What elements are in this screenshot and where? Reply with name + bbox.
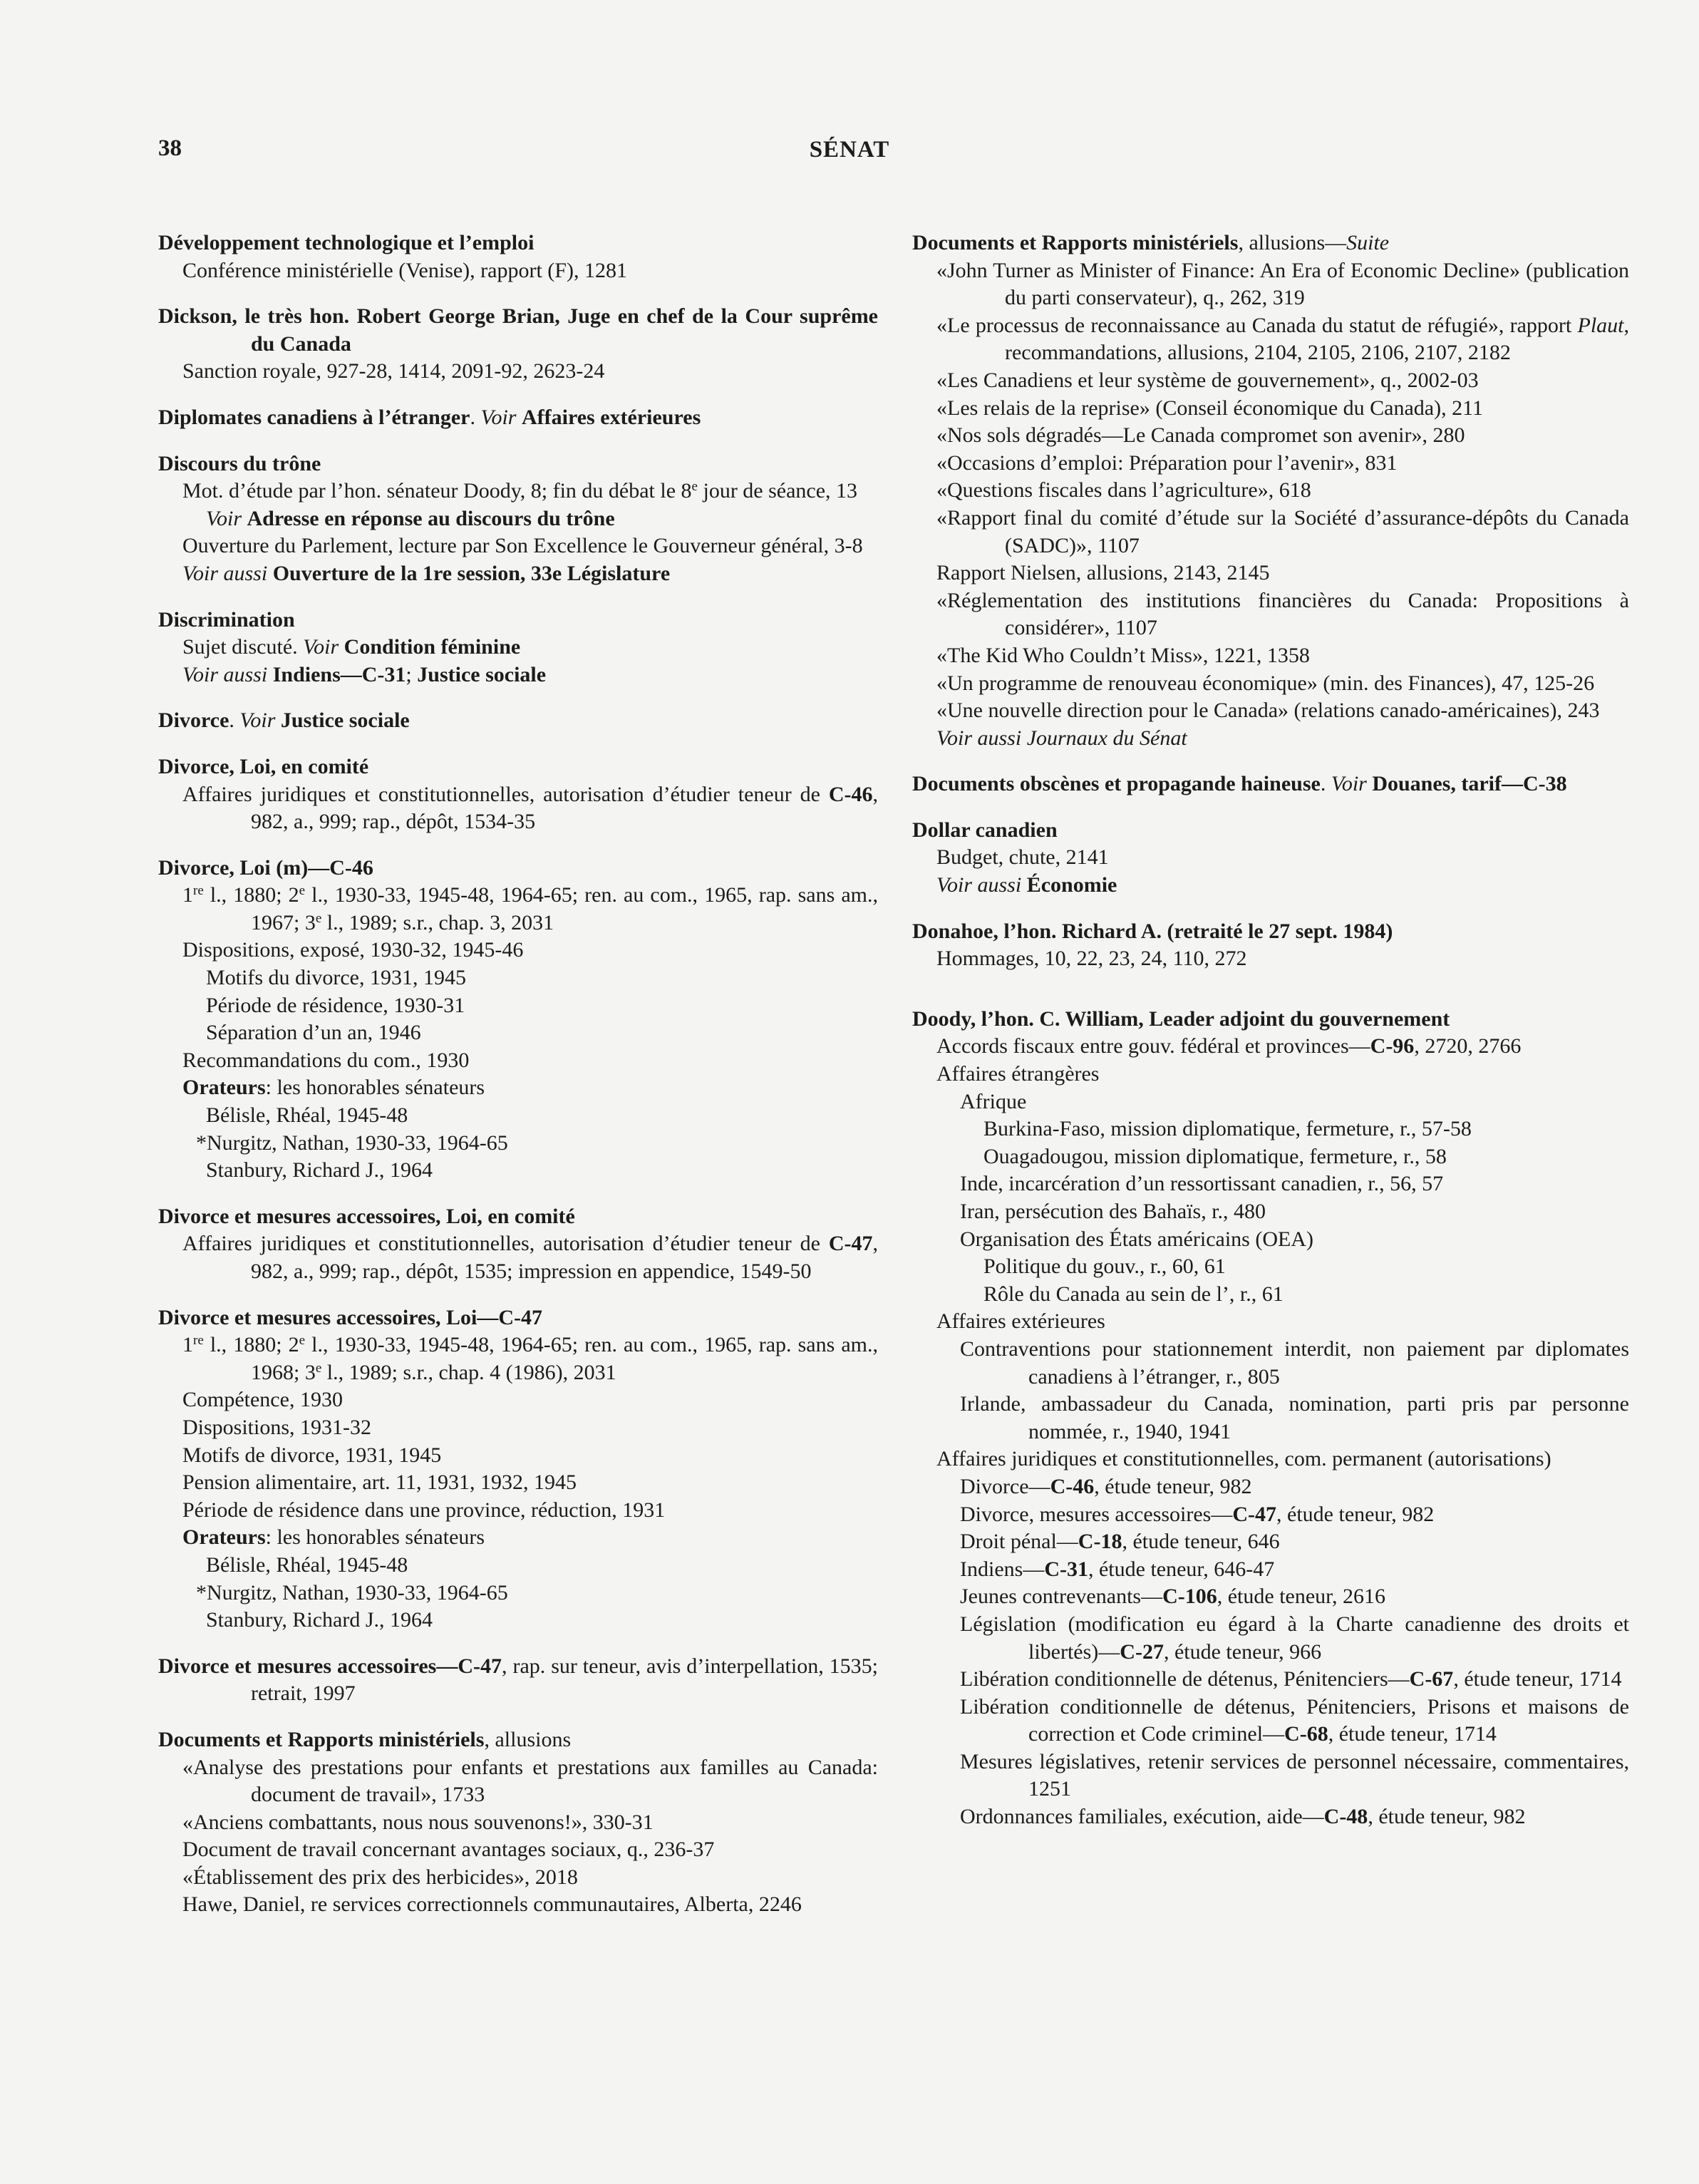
text-run: , allusions—	[1238, 231, 1347, 254]
text-run: «Une nouvelle direction pour le Canada» (relations canado-américaines), 243	[936, 699, 1600, 723]
text-run: l., 1989; s.r., chap. 4 (1986), 2031	[321, 1360, 616, 1384]
bold-term: C-48	[1323, 1805, 1368, 1829]
bold-term: Dickson, le très hon. Robert George Brian, Juge en chef de la Cour suprême du Canada	[158, 304, 878, 356]
subentry	[158, 634, 878, 661]
bold-term: Indiens—C-31	[272, 662, 406, 686]
text-run: «Anciens combattants, nous nous souvenons!», 330-31	[182, 1810, 654, 1834]
text-run: Affaires juridiques et constitutionnelles, com. permanent (autorisations)	[936, 1447, 1551, 1471]
text-run: , 2720, 2766	[1414, 1034, 1522, 1058]
subentry	[158, 358, 878, 386]
subentry	[158, 505, 878, 533]
subentry	[912, 1583, 1629, 1611]
text-run: «Nos sols dégradés—Le Canada compromet son avenir», 280	[936, 423, 1465, 448]
bold-term: Économie	[1026, 873, 1117, 897]
index-entry	[158, 753, 878, 836]
running-head: SÉNAT	[809, 137, 890, 163]
bold-term: C-18	[1078, 1530, 1122, 1554]
bold-term: Orateurs	[182, 1525, 266, 1550]
text-run	[267, 562, 273, 585]
text-run: Indiens—	[960, 1557, 1045, 1581]
subentry	[912, 1611, 1629, 1666]
subentry	[158, 1331, 878, 1386]
text-run: l., 1880; 2	[203, 1333, 299, 1357]
text-run: , étude teneur, 982	[1094, 1474, 1252, 1498]
text-run: Hawe, Daniel, re services correctionnels communautaires, Alberta, 2246	[182, 1892, 802, 1917]
text-run: Afrique	[960, 1089, 1027, 1113]
subentry	[158, 478, 878, 505]
text-run: «The Kid Who Couldn’t Miss», 1221, 1358	[936, 643, 1310, 667]
subentry	[912, 450, 1629, 478]
text-run: Divorce—	[960, 1474, 1050, 1498]
bold-term: Affaires extérieures	[521, 405, 701, 429]
text-run: «Questions fiscales dans l’agriculture», 618	[936, 478, 1311, 503]
subentry	[912, 587, 1629, 642]
text-run: , étude teneur, 1714	[1328, 1722, 1497, 1746]
subentry	[912, 1666, 1629, 1694]
text-run: Iran, persécution des Bahaïs, r., 480	[960, 1200, 1266, 1223]
text-run: ;	[406, 662, 418, 686]
subentry	[158, 1230, 878, 1285]
bold-term: Discours du trône	[158, 451, 321, 475]
bold-term: Divorce	[158, 709, 229, 733]
subentry	[912, 1226, 1629, 1254]
superscript: e	[299, 1333, 306, 1349]
text-run: , étude teneur, 966	[1163, 1639, 1322, 1664]
text-run: : les honorables sénateurs	[265, 1076, 485, 1100]
bold-term: Documents et Rapports ministériels	[158, 1727, 485, 1751]
entry-heading	[158, 1726, 878, 1754]
superscript: re	[193, 1333, 204, 1349]
subentry	[912, 642, 1629, 670]
bold-term: Discrimination	[158, 607, 295, 632]
italic-term: Voir	[206, 506, 242, 530]
subentry	[912, 312, 1629, 367]
text-run: , étude teneur, 646-47	[1088, 1557, 1275, 1581]
index-entry	[158, 1653, 878, 1708]
bold-term: Justice sociale	[280, 709, 410, 733]
italic-term: Voir aussi	[182, 662, 268, 686]
index-entry	[158, 607, 878, 689]
text-run: l., 1930-33, 1945-48, 1964-65; ren. au com., 1965, rap. sans am., 1968; 3	[251, 1333, 878, 1384]
subentry	[912, 1116, 1629, 1143]
subentry	[912, 1336, 1629, 1391]
entry-heading	[158, 404, 878, 432]
text-run: «Un programme de renouveau économique» (min. des Finances), 47, 125-26	[936, 671, 1595, 695]
entry-heading	[158, 1304, 878, 1332]
text-run: Libération conditionnelle de détenus, Pénitenciers—	[960, 1667, 1410, 1691]
text-run: , étude teneur, 646	[1122, 1530, 1280, 1554]
subentry	[158, 1469, 878, 1497]
text-run: Inde, incarcération d’un ressortissant canadien, r., 56, 57	[960, 1172, 1444, 1196]
entry-heading	[912, 1006, 1629, 1034]
text-run: Rapport Nielsen, allusions, 2143, 2145	[936, 561, 1270, 585]
text-run: 1	[182, 1333, 193, 1357]
subentry	[912, 395, 1629, 423]
text-run: , allusions	[484, 1727, 572, 1751]
subentry	[158, 781, 878, 836]
index-entry	[158, 303, 878, 386]
text-run: , étude teneur, 982	[1368, 1805, 1526, 1829]
entry-heading	[158, 855, 878, 882]
subentry	[158, 882, 878, 937]
text-run: Droit pénal—	[960, 1530, 1078, 1554]
subentry	[158, 1442, 878, 1470]
text-run: Libération conditionnelle de détenus, Pénitenciers, Prisons et maisons de correction et Code criminel—	[960, 1694, 1629, 1746]
text-run: , étude teneur, 982	[1276, 1502, 1435, 1526]
text-run: Affaires juridiques et constitutionnelles, autorisation d’étudier teneur de	[182, 782, 829, 806]
text-run: jour de séance, 13	[697, 479, 858, 503]
text-run: Accords fiscaux entre gouv. fédéral et provinces—	[936, 1034, 1370, 1058]
bold-term: Documents et Rapports ministériels	[912, 231, 1239, 254]
index-entry	[158, 404, 878, 432]
text-run: Motifs du divorce, 1931, 1945	[206, 966, 466, 990]
entry-heading	[158, 230, 878, 257]
text-run: Jeunes contrevenants—	[960, 1585, 1163, 1609]
bold-term: Douanes, tarif—C-38	[1372, 772, 1567, 796]
superscript: re	[193, 883, 204, 899]
bold-term: Dollar canadien	[912, 818, 1058, 842]
subentry	[158, 1580, 878, 1607]
text-run: .	[229, 709, 240, 733]
text-run: Ouagadougou, mission diplomatique, fermeture, r., 58	[983, 1144, 1447, 1168]
subentry	[912, 1253, 1629, 1281]
text-run: *Nurgitz, Nathan, 1930-33, 1964-65	[196, 1580, 508, 1604]
text-run: Budget, chute, 2141	[936, 845, 1109, 870]
subentry	[158, 937, 878, 964]
entry-heading	[158, 1653, 878, 1708]
subentry	[912, 1391, 1629, 1446]
text-run: Sanction royale, 927-28, 1414, 2091-92, 2623-24	[182, 359, 605, 383]
subentry	[158, 1074, 878, 1102]
index-column-right	[912, 230, 1629, 1850]
bold-term: Divorce, Loi (m)—C-46	[158, 855, 373, 880]
bold-term: C-46	[828, 782, 873, 806]
bold-term: Documents obscènes et propagande haineuse	[912, 772, 1321, 796]
subentry	[912, 725, 1629, 753]
text-run: Affaires juridiques et constitutionnelles, autorisation d’étudier teneur de	[182, 1232, 829, 1256]
bold-term: Divorce, Loi, en comité	[158, 754, 369, 778]
subentry	[158, 992, 878, 1020]
bold-term: C-67	[1409, 1667, 1454, 1691]
index-entry	[158, 230, 878, 284]
bold-term: Orateurs	[182, 1076, 266, 1100]
superscript: e	[691, 479, 698, 495]
text-run: Recommandations du com., 1930	[182, 1048, 470, 1072]
subentry	[158, 1552, 878, 1580]
subentry	[912, 367, 1629, 395]
text-run: Ouverture du Parlement, lecture par Son Excellence le Gouverneur général, 3-8	[182, 534, 863, 558]
subentry	[158, 1891, 878, 1919]
bold-term: Ouverture de la 1re session, 33e Législature	[272, 561, 671, 585]
text-run: «Établissement des prix des herbicides», 2018	[182, 1865, 578, 1889]
bold-term: C-27	[1120, 1639, 1164, 1664]
text-run	[339, 635, 344, 659]
text-run: Burkina-Faso, mission diplomatique, fermeture, r., 57-58	[983, 1117, 1472, 1141]
subentry	[158, 257, 878, 285]
text-run: Dispositions, 1931-32	[182, 1415, 372, 1439]
text-run: Rôle du Canada au sein de l’, r., 61	[983, 1282, 1284, 1306]
subentry	[912, 1473, 1629, 1501]
index-entry	[158, 1203, 878, 1286]
text-run: Motifs de divorce, 1931, 1945	[182, 1443, 442, 1467]
subentry	[158, 1864, 878, 1892]
index-column-left	[158, 230, 878, 1937]
subentry	[158, 661, 878, 689]
subentry	[912, 1198, 1629, 1226]
text-run: Sujet discuté.	[182, 635, 304, 659]
subentry	[158, 1497, 878, 1525]
index-entry	[912, 817, 1629, 900]
text-run: «Réglementation des institutions financières du Canada: Propositions à considérer», 1107	[936, 588, 1629, 640]
bold-term: Développement technologique et l’emploi	[158, 231, 535, 254]
entry-heading	[158, 753, 878, 781]
italic-term: Voir aussi Journaux du Sénat	[936, 726, 1187, 750]
entry-heading	[158, 707, 878, 735]
bold-term: C-96	[1370, 1034, 1415, 1058]
subentry	[912, 1143, 1629, 1171]
subentry	[912, 1281, 1629, 1309]
italic-term: Voir	[1331, 772, 1367, 796]
entry-heading	[912, 817, 1629, 845]
text-run: «Le processus de reconnaissance au Canada du statut de réfugié», rapport	[936, 313, 1578, 337]
text-run: Législation (modification eu égard à la Charte canadienne des droits et libertés)—	[960, 1612, 1629, 1664]
subentry	[158, 1130, 878, 1158]
text-run: , rap. sur teneur, avis d’interpellation, 1535; retrait, 1997	[251, 1654, 878, 1706]
text-run: l., 1880; 2	[203, 883, 299, 907]
subentry	[158, 1607, 878, 1634]
subentry	[158, 1047, 878, 1075]
bold-term: Justice sociale	[417, 662, 547, 686]
subentry	[158, 1157, 878, 1185]
entry-heading	[158, 1203, 878, 1231]
bold-term: C-47	[828, 1232, 873, 1256]
subentry	[158, 560, 878, 588]
italic-term: Voir aussi	[182, 561, 268, 585]
text-run: , 982, a., 999; rap., dépôt, 1535; impression en appendice, 1549-50	[251, 1232, 878, 1283]
index-entry	[158, 707, 878, 735]
entry-heading	[158, 303, 878, 358]
subentry	[912, 505, 1629, 560]
text-run: Politique du gouv., r., 60, 61	[983, 1255, 1226, 1279]
subentry	[912, 1528, 1629, 1556]
index-entry	[912, 771, 1629, 798]
subentry	[912, 422, 1629, 450]
bold-term: Condition féminine	[344, 635, 521, 659]
text-run: «Rapport final du comité d’étude sur la Société d’assurance-dépôts du Canada (SADC)», 1107	[936, 505, 1629, 557]
subentry	[158, 1809, 878, 1837]
text-run: , étude teneur, 1714	[1453, 1667, 1622, 1691]
bold-term: C-106	[1162, 1585, 1217, 1609]
text-run: «Les relais de la reprise» (Conseil économique du Canada), 211	[936, 396, 1483, 420]
bold-term: Doody, l’hon. C. William, Leader adjoint du gouvernement	[912, 1006, 1450, 1031]
text-run	[516, 406, 522, 429]
text-run	[267, 663, 273, 686]
subentry	[912, 1501, 1629, 1529]
text-run: «Analyse des prestations pour enfants et prestations aux familles au Canada: document de travail», 1733	[182, 1755, 878, 1807]
text-run: Période de résidence dans une province, réduction, 1931	[182, 1498, 666, 1522]
subentry	[158, 1836, 878, 1864]
subentry	[158, 1102, 878, 1130]
subentry	[912, 1446, 1629, 1473]
text-run: Affaires extérieures	[936, 1309, 1105, 1334]
subentry	[912, 560, 1629, 587]
text-run: Dispositions, exposé, 1930-32, 1945-46	[182, 938, 524, 962]
subentry	[912, 257, 1629, 312]
text-run: Mesures législatives, retenir services de personnel nécessaire, commentaires, 1251	[960, 1749, 1629, 1801]
subentry	[158, 532, 878, 560]
subentry	[912, 844, 1629, 872]
subentry	[912, 477, 1629, 505]
subentry	[912, 1061, 1629, 1088]
entry-heading	[158, 607, 878, 634]
text-run: , 982, a., 999; rap., dépôt, 1534-35	[251, 782, 878, 834]
text-run: 1	[182, 883, 193, 907]
subentry	[158, 1524, 878, 1552]
bold-term: C-31	[1044, 1557, 1088, 1581]
subentry	[912, 1556, 1629, 1584]
entry-heading	[912, 771, 1629, 798]
italic-term: Suite	[1346, 231, 1390, 254]
text-run: Bélisle, Rhéal, 1945-48	[206, 1552, 408, 1577]
text-run: .	[1320, 772, 1331, 796]
text-run: «John Turner as Minister of Finance: An Era of Economic Decline» (publication du parti conservateur), q., 262, 319	[936, 258, 1629, 310]
text-run: , recommandations, allusions, 2104, 2105, 2106, 2107, 2182	[1005, 313, 1629, 365]
text-run: «Les Canadiens et leur système de gouvernement», q., 2002-03	[936, 368, 1479, 392]
text-run: Divorce, mesures accessoires—	[960, 1502, 1233, 1526]
italic-term: Voir aussi	[936, 873, 1022, 897]
bold-term: Divorce et mesures accessoires—C-47	[158, 1654, 502, 1678]
text-run: Document de travail concernant avantages sociaux, q., 236-37	[182, 1838, 715, 1862]
text-run: Irlande, ambassadeur du Canada, nomination, parti pris par personne nommée, r., 1940, 1941	[960, 1392, 1629, 1443]
subentry	[912, 872, 1629, 900]
italic-term: Voir	[480, 405, 517, 429]
subentry	[912, 1170, 1629, 1198]
subentry	[158, 1414, 878, 1442]
text-run: Bélisle, Rhéal, 1945-48	[206, 1103, 408, 1128]
subentry	[912, 670, 1629, 698]
italic-term: Voir	[303, 635, 339, 659]
bold-term: C-46	[1050, 1474, 1095, 1498]
bold-term: Divorce et mesures accessoires, Loi—C-47	[158, 1305, 543, 1329]
text-run: : les honorables sénateurs	[265, 1525, 485, 1550]
text-run: Contraventions pour stationnement interdit, non paiement par diplomates canadiens à l’étranger, r., 805	[960, 1336, 1629, 1389]
text-run: Affaires étrangères	[936, 1062, 1100, 1086]
text-run: «Occasions d’emploi: Préparation pour l’avenir», 831	[936, 450, 1398, 475]
index-entry	[912, 1006, 1629, 1831]
text-run	[1021, 873, 1027, 897]
subentry	[158, 1754, 878, 1809]
entry-heading	[912, 918, 1629, 946]
italic-term: Voir	[239, 709, 276, 733]
italic-term: Plaut	[1577, 313, 1624, 337]
text-run: Stanbury, Richard J., 1964	[206, 1158, 433, 1183]
text-run: Pension alimentaire, art. 11, 1931, 1932, 1945	[182, 1470, 577, 1495]
text-run: Séparation d’un an, 1946	[206, 1021, 421, 1045]
text-run: l., 1930-33, 1945-48, 1964-65; ren. au com., 1965, rap. sans am., 1967; 3	[251, 883, 878, 934]
superscript: e	[299, 883, 306, 899]
subentry	[158, 1386, 878, 1414]
subentry	[912, 945, 1629, 973]
superscript: e	[315, 910, 322, 926]
entry-heading	[912, 230, 1629, 257]
index-entry	[158, 855, 878, 1185]
text-run: l., 1989; s.r., chap. 3, 2031	[321, 910, 554, 934]
text-run: .	[470, 405, 481, 429]
index-entry	[912, 918, 1629, 973]
text-run: Période de résidence, 1930-31	[206, 993, 465, 1017]
text-run: Compétence, 1930	[182, 1388, 343, 1412]
text-run: Ordonnances familiales, exécution, aide—	[960, 1805, 1324, 1829]
bold-term: Divorce et mesures accessoires, Loi, en comité	[158, 1204, 575, 1228]
bold-term: Adresse en réponse au discours du trône	[247, 506, 615, 530]
bold-term: C-68	[1284, 1722, 1328, 1746]
text-run: Conférence ministérielle (Venise), rapport (F), 1281	[182, 258, 627, 282]
bold-term: C-47	[1232, 1502, 1277, 1526]
subentry	[912, 1088, 1629, 1116]
page-number: 38	[158, 135, 182, 161]
subentry	[158, 1019, 878, 1047]
text-run	[275, 709, 281, 732]
superscript: e	[315, 1360, 322, 1376]
index-entry	[158, 1304, 878, 1634]
index-entry	[158, 1726, 878, 1919]
subentry	[912, 697, 1629, 725]
text-run: Organisation des États américains (OEA)	[960, 1227, 1313, 1251]
entry-heading	[158, 450, 878, 478]
text-run: Hommages, 10, 22, 23, 24, 110, 272	[936, 947, 1247, 971]
subentry	[158, 964, 878, 992]
index-entry	[912, 230, 1629, 752]
text-run: Stanbury, Richard J., 1964	[206, 1608, 433, 1632]
subentry	[912, 1308, 1629, 1336]
subentry	[912, 1694, 1629, 1748]
text-run	[242, 507, 247, 530]
text-run: *Nurgitz, Nathan, 1930-33, 1964-65	[196, 1130, 508, 1155]
bold-term: Donahoe, l’hon. Richard A. (retraité le 27 sept. 1984)	[912, 919, 1393, 943]
subentry	[912, 1748, 1629, 1803]
text-run: Mot. d’étude par l’hon. sénateur Doody, 8; fin du débat le 8	[182, 479, 692, 503]
text-run: , étude teneur, 2616	[1217, 1585, 1385, 1609]
subentry	[912, 1033, 1629, 1061]
subentry	[912, 1803, 1629, 1831]
bold-term: Diplomates canadiens à l’étranger	[158, 405, 470, 429]
index-entry	[158, 450, 878, 588]
